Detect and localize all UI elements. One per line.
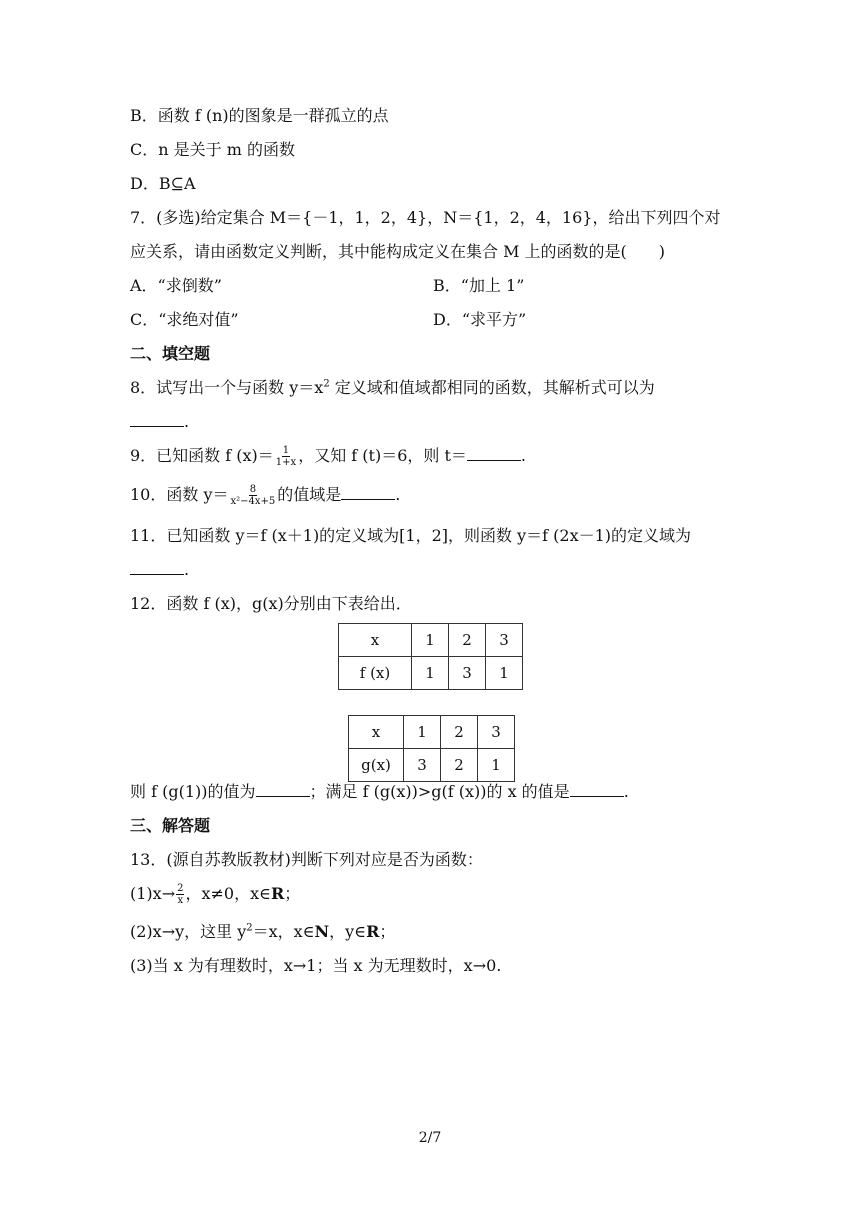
q9-answer-blank[interactable] xyxy=(467,446,521,461)
q9-prefix: 9．已知函数 f (x)＝ xyxy=(130,446,274,465)
q6-option-d: D．B⊆A xyxy=(130,174,196,193)
q9-frac-num: 1 xyxy=(282,445,290,456)
q13-p1-end: ； xyxy=(284,884,301,903)
q10-frac-num: 8 xyxy=(249,484,257,495)
table-f-cell: f (x) xyxy=(339,657,412,690)
section-fill-in-title: 二、填空题 xyxy=(130,344,211,363)
q12-after-a: 则 f (g(1))的值为 xyxy=(130,782,256,801)
q10-middle: 的值域是 xyxy=(277,485,342,504)
q13-p2-set-r: R xyxy=(366,922,380,941)
q8-text-b: 定义域和值域都相同的函数，其解析式可以为 xyxy=(329,378,655,397)
q12-answer-blank-1[interactable] xyxy=(256,782,310,797)
q10-fraction xyxy=(230,484,277,507)
table-f-value-row xyxy=(339,657,523,690)
q13-p2-end: ； xyxy=(379,922,396,941)
page-number: 2/7 xyxy=(418,1130,442,1146)
table-g-cell: 2 xyxy=(441,749,478,782)
q6-option-b: B．函数 f (n)的图象是一群孤立的点 xyxy=(130,106,389,125)
q13-part2 xyxy=(130,921,395,943)
q8-superscript: 2 xyxy=(323,378,330,390)
q10-prefix: 10．函数 y＝ xyxy=(130,485,229,504)
table-g-header-row xyxy=(349,716,515,749)
q13-part1 xyxy=(130,883,300,906)
q13-p1-b: ，x≠0，x∈ xyxy=(185,884,271,903)
q7-line1: 7．(多选)给定集合 M＝{－1，1，2，4}，N＝{1，2，4，16}，给出下列四个对 xyxy=(130,208,721,227)
q10-answer-blank[interactable] xyxy=(341,485,395,500)
q13-p1-fraction xyxy=(176,883,184,906)
q12-line1: 12．函数 f (x)，g(x)分别由下表给出． xyxy=(130,594,412,613)
q9-frac-den: 1+x xyxy=(275,457,297,468)
table-f xyxy=(338,623,523,690)
table-f-cell: 1 xyxy=(412,624,449,657)
q7-option-b: B．“加上 1” xyxy=(433,276,525,295)
q13-p2-c: ，y∈ xyxy=(329,922,367,941)
q12-end: . xyxy=(623,782,629,801)
table-g-cell: 2 xyxy=(441,716,478,749)
table-g-value-row xyxy=(349,749,515,782)
q9-fraction xyxy=(275,445,297,468)
q10-end: . xyxy=(395,485,401,504)
table-f-cell: 1 xyxy=(486,657,523,690)
q7-option-a: A．“求倒数” xyxy=(130,276,222,295)
table-g-cell: x xyxy=(349,716,404,749)
q13-p2-set-n: N xyxy=(314,922,330,941)
q8-line2 xyxy=(130,411,189,433)
q9-line xyxy=(130,445,526,468)
q8-text-a: 8．试写出一个与函数 y＝x xyxy=(130,378,324,397)
q9-end: . xyxy=(520,446,526,465)
q11-line1: 11．已知函数 y＝f (x＋1)的定义域为[1，2]，则函数 y＝f (2x－1)的定义域为 xyxy=(130,526,692,545)
q13-part3: (3)当 x 为有理数时，x→1；当 x 为无理数时，x→0. xyxy=(130,956,502,975)
table-f-cell: 2 xyxy=(449,624,486,657)
q6-option-c: C．n 是关于 m 的函数 xyxy=(130,140,295,159)
q12-after-b: ；满足 f (g(x))>g(f (x))的 x 的值是 xyxy=(309,782,570,801)
table-f-cell: 1 xyxy=(412,657,449,690)
q11-answer-blank[interactable] xyxy=(130,560,184,575)
q9-middle: ，又知 f (t)＝6，则 t＝ xyxy=(298,446,467,465)
q12-after-line xyxy=(130,781,629,803)
table-f-header-row xyxy=(339,624,523,657)
q7-option-c: C．“求绝对值” xyxy=(130,310,239,329)
table-g xyxy=(348,715,515,782)
q13-intro: 13．(源自苏教版教材)判断下列对应是否为函数： xyxy=(130,850,483,869)
q10-line xyxy=(130,484,400,507)
table-g-cell: 1 xyxy=(478,749,515,782)
q8-line1 xyxy=(130,377,655,399)
q11-line2 xyxy=(130,559,189,581)
table-f-cell: 3 xyxy=(449,657,486,690)
table-f-cell: x xyxy=(339,624,412,657)
table-g-cell: 1 xyxy=(404,716,441,749)
section-answer-title: 三、解答题 xyxy=(130,816,211,835)
q7-line2: 应关系，请由函数定义判断，其中能构成定义在集合 M 上的函数的是( ) xyxy=(130,242,666,261)
q8-end: . xyxy=(184,412,190,431)
q11-end: . xyxy=(184,560,190,579)
table-f-cell: 3 xyxy=(486,624,523,657)
q8-answer-blank[interactable] xyxy=(130,412,184,427)
q13-p1-set-r: R xyxy=(270,884,285,903)
q13-p2-superscript: 2 xyxy=(246,922,253,934)
q13-p1-frac-den: x xyxy=(177,895,184,906)
q13-p1-frac-num: 2 xyxy=(177,883,184,894)
table-g-cell: g(x) xyxy=(349,749,404,782)
q10-frac-den: x²−4x+5 xyxy=(230,496,276,507)
q13-p2-b: ＝x，x∈ xyxy=(252,922,315,941)
table-g-cell: 3 xyxy=(478,716,515,749)
q7-option-d: D．“求平方” xyxy=(433,310,527,329)
q13-p1-a: (1)x→ xyxy=(130,884,176,903)
table-g-cell: 3 xyxy=(404,749,441,782)
q12-answer-blank-2[interactable] xyxy=(570,782,624,797)
q13-p2-a: (2)x→y，这里 y xyxy=(130,922,247,941)
